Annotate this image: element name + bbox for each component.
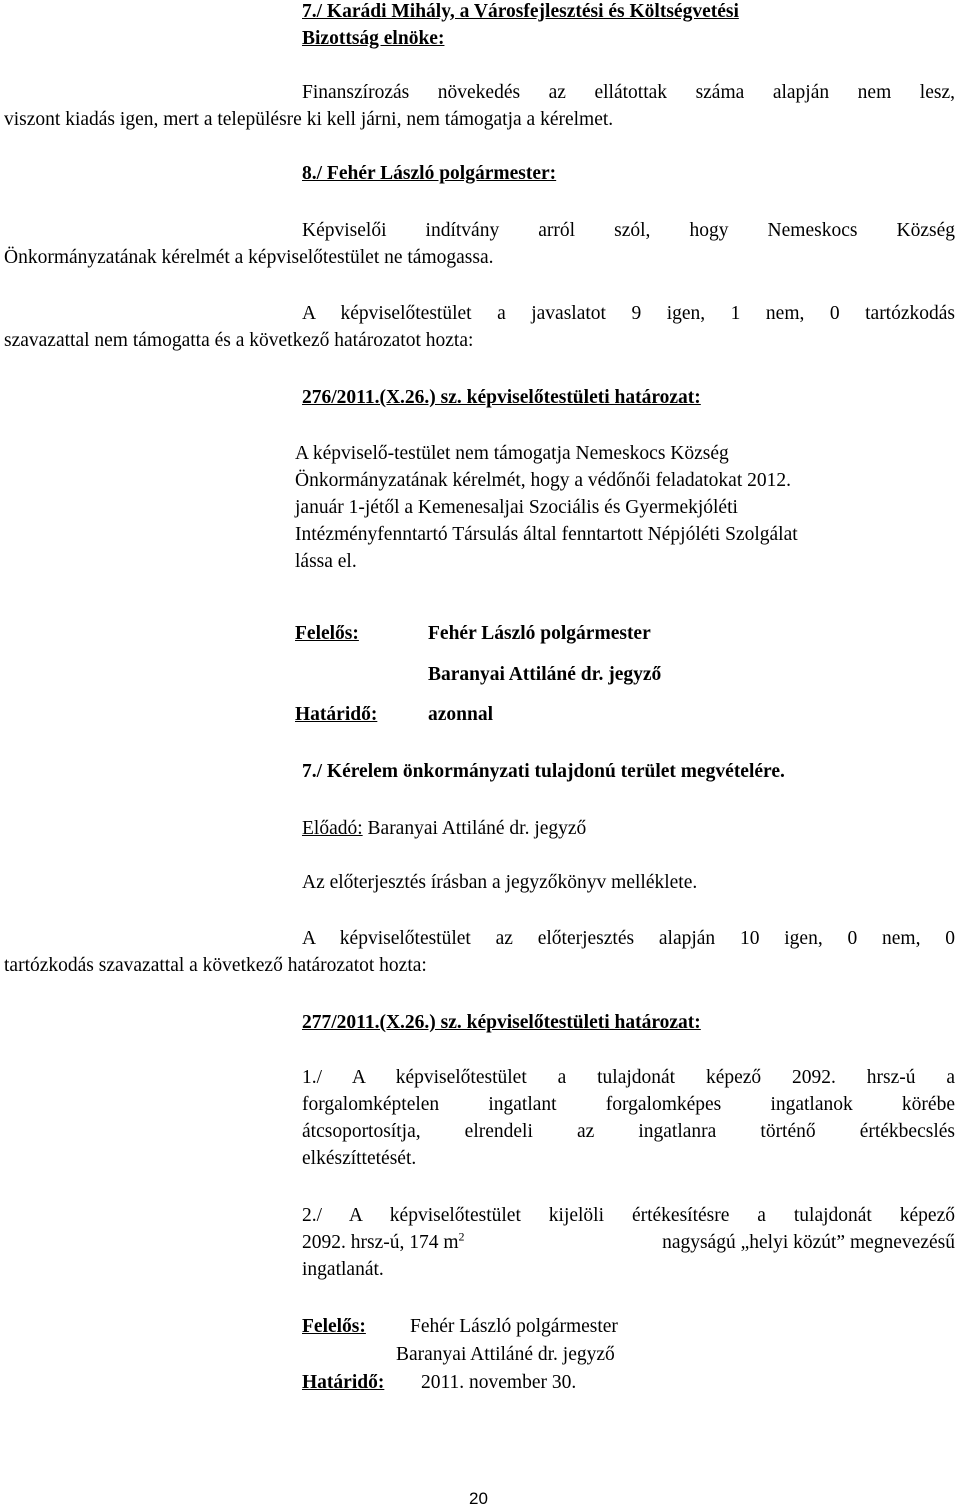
resolution-277-text: 2./ A képviselőtestület kijelöli értékesítésre a tulajdonát képező	[302, 1205, 955, 1226]
responsible-person: Fehér László polgármester	[428, 623, 651, 644]
attachment-note: Az előterjesztés írásban a jegyzőkönyv melléklete.	[302, 872, 698, 893]
text-fragment: 2092. hrsz-ú, 174 m	[302, 1232, 459, 1253]
section-7-para-line: Finanszírozás növekedés az ellátottak száma alapján nem lesz,	[302, 82, 955, 103]
resolution-276-text: Intézményfenntartó Társulás által fenntartott Népjóléti Szolgálat	[295, 524, 798, 545]
vote-line: szavazattal nem támogatta és a következő határozatot hozta:	[4, 330, 474, 351]
responsible-person: Fehér László polgármester	[410, 1316, 618, 1337]
resolution-277-text: nagyságú „helyi közút” megnevezésű	[662, 1232, 955, 1253]
resolution-277-text: elkészíttetését.	[302, 1148, 417, 1169]
deadline-value: 2011. november 30.	[421, 1372, 577, 1393]
deadline-label: Határidő:	[295, 704, 378, 725]
presenter-label: Előadó:	[302, 818, 363, 839]
responsible-person: Baranyai Attiláné dr. jegyző	[428, 664, 662, 685]
superscript: 2	[458, 1229, 465, 1244]
deadline-label: Határidő:	[302, 1372, 385, 1393]
presenter-name: Baranyai Attiláné dr. jegyző	[362, 818, 587, 839]
section-8-heading: 8./ Fehér László polgármester:	[302, 163, 557, 184]
responsible-label: Felelős:	[295, 623, 359, 644]
resolution-276-text: lássa el.	[295, 551, 357, 572]
deadline-value: azonnal	[428, 704, 494, 725]
vote-line: A képviselőtestület a javaslatot 9 igen, 1 nem, 0 tartózkodás	[302, 303, 955, 324]
responsible-person: Baranyai Attiláné dr. jegyző	[396, 1344, 615, 1365]
resolution-277-text: ingatlanát.	[302, 1259, 384, 1280]
resolution-277-text	[302, 1231, 465, 1255]
resolution-277-text: forgalomképtelen ingatlant forgalomképes ingatlanok körébe	[302, 1094, 955, 1115]
resolution-277-title: 277/2011.(X.26.) sz. képviselőtestületi határozat:	[302, 1012, 701, 1033]
resolution-276-title: 276/2011.(X.26.) sz. képviselőtestületi határozat:	[302, 387, 701, 408]
responsible-label: Felelős:	[302, 1316, 366, 1337]
resolution-276-text: Önkormányzatának kérelmét, hogy a védőnői feladatokat 2012.	[295, 470, 791, 491]
resolution-277-text: átcsoportosítja, elrendeli az ingatlanra történő értékbecslés	[302, 1121, 955, 1142]
section-7-para-line: viszont kiadás igen, mert a településre ki kell járni, nem támogatja a kérelmet.	[4, 109, 614, 130]
section-7-heading: 7./ Karádi Mihály, a Városfejlesztési és Költségvetési	[302, 1, 739, 22]
section-8-para-line: Önkormányzatának kérelmét a képviselőtestület ne támogassa.	[4, 247, 494, 268]
resolution-276-text: A képviselő-testület nem támogatja Nemeskocs Község	[295, 443, 729, 464]
page-number: 20	[469, 1489, 488, 1508]
section-8-para-line: Képviselői indítvány arról szól, hogy Nemeskocs Község	[302, 220, 955, 241]
vote-line: A képviselőtestület az előterjesztés alapján 10 igen, 0 nem, 0	[302, 928, 955, 949]
vote-line: tartózkodás szavazattal a következő határozatot hozta:	[4, 955, 427, 976]
agenda-item-heading: 7./ Kérelem önkormányzati tulajdonú terület megvételére.	[302, 761, 785, 782]
resolution-277-text: 1./ A képviselőtestület a tulajdonát képező 2092. hrsz-ú a	[302, 1067, 955, 1088]
section-7-heading-cont: Bizottság elnöke:	[302, 28, 445, 49]
resolution-276-text: január 1-jétől a Kemenesaljai Szociális és Gyermekjóléti	[295, 497, 738, 518]
